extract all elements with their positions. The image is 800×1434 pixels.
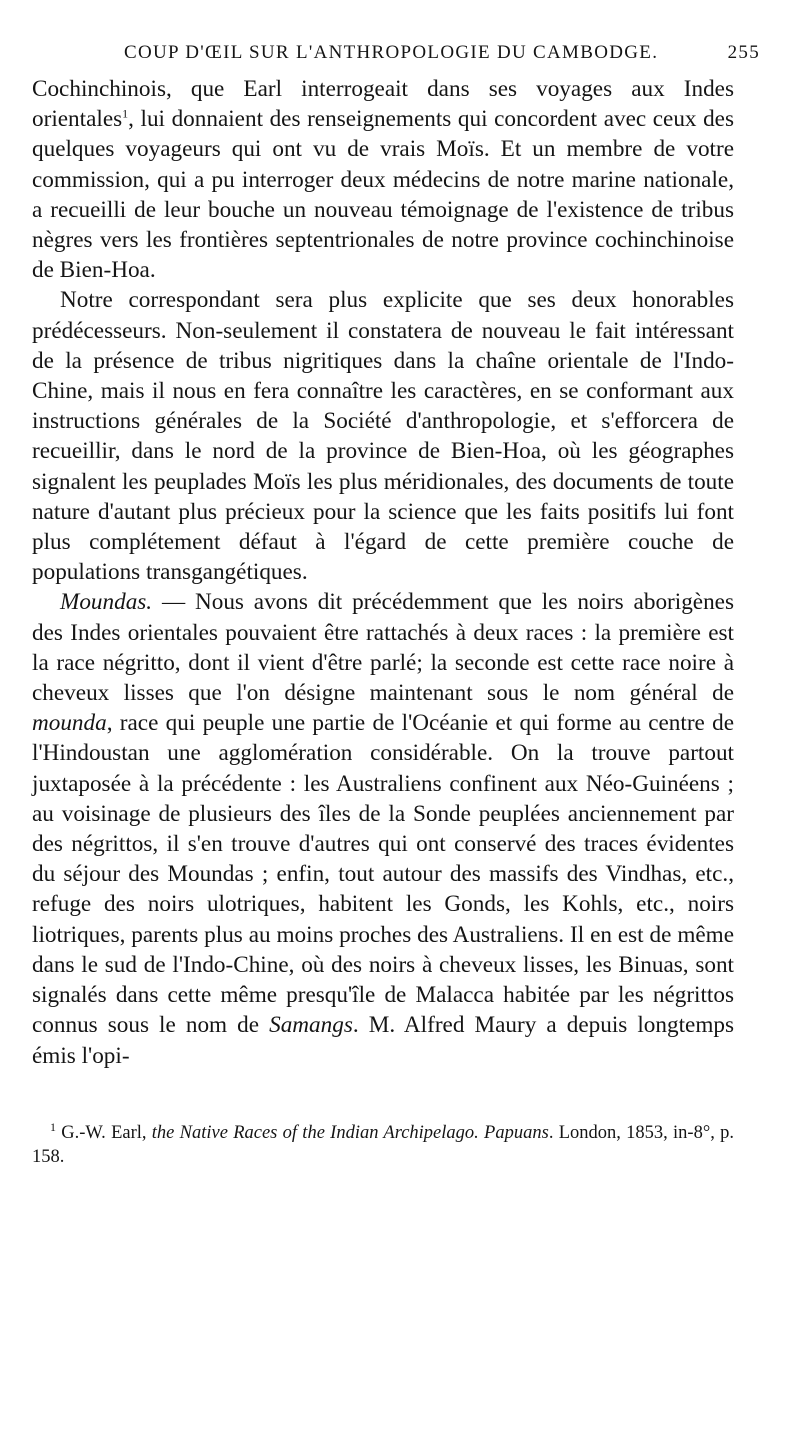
running-header bbox=[32, 36, 760, 70]
footnotes bbox=[32, 1121, 734, 1169]
paragraph-text: Cochinchinois, que Earl interrogeait dans ses voyages aux Indes orientales bbox=[32, 76, 734, 133]
italic-term: mounda bbox=[32, 710, 107, 737]
paragraph-continuation bbox=[32, 74, 734, 285]
paragraph-text: , race qui peuple une partie de l'Océanie et qui forme au centre de l'Hindoustan une agglomération considérable. On la trouve partout juxtaposée à la précédente : les Australiens confinent aux Néo-Guinéens ; au voisinage de plusieurs des îles de la Sonde peuplées anciennement par des négrittos, il s'en trouve d'autres qui ont conservé des traces évidentes du séjour des Moundas ; enfin, tout autour des massifs des Vindhas, etc., refuge des noirs ulotriques, habitent les Gonds, les Kohls, etc., noirs liotriques, parents plus au moins proches des Australiens. Il en est de même dans le sud de l'Indo-Chine, où des noirs à cheveux lisses, les Binuas, sont signalés dans cette même presqu'île de Malacca habitée par les négrittos connus sous le nom de bbox=[32, 710, 734, 1039]
paragraph-correspondent bbox=[32, 285, 734, 587]
paragraph-text: — Nous avons dit précédemment que les noirs aborigènes des Indes orientales pouvaient être rattachés à deux races : la première est la race négritto, dont il vient d'être parlé; la seconde est cette race noire à cheveux lisses que l'on désigne maintenant sous le nom général de bbox=[32, 589, 734, 707]
italic-term: Samangs bbox=[269, 1012, 353, 1039]
paragraph-text: . M. Alfred Maury a depuis longtemps émis l'opi- bbox=[32, 1012, 734, 1069]
footnote bbox=[32, 1121, 734, 1169]
footnote-reference: 1 bbox=[122, 106, 129, 121]
running-title: COUP D'ŒIL SUR L'ANTHROPOLOGIE DU CAMBODGE. bbox=[124, 42, 659, 63]
paragraph-text: Notre correspondant sera plus explicite que ses deux honorables prédécesseurs. Non-seulement il constatera de nouveau le fait intéressant de la présence de tribus nigritiques dans la chaîne orientale de l'Indo-Chine, mais il nous en fera connaître les caractères, en se conformant aux instructions générales de la Société d'anthropologie, et s'efforcera de recueillir, dans le nord de la province de Bien-Hoa, où les géographes signalent les peuplades Moïs les plus méridionales, des documents de toute nature d'autant plus précieux pour la science que les faits positifs lui font plus complétement défaut à l'égard de cette première couche de populations transgangétiques. bbox=[32, 287, 734, 586]
paragraph-text: , lui donnaient des renseignements qui concordent avec ceux des quelques voyageurs qui ont vu de vrais Moïs. Et un membre de votre commission, qui a pu interroger deux médecins de notre marine nationale, a recueilli de leur bouche un nouveau témoignage de l'existence de tribus nègres vers les frontières septentrionales de notre province cochinchinoise de Bien-Hoa. bbox=[32, 106, 734, 284]
section-heading: Moundas. bbox=[60, 589, 153, 616]
page-number: 255 bbox=[727, 42, 760, 63]
book-page bbox=[32, 36, 760, 1169]
body-text bbox=[32, 74, 734, 1071]
footnote-marker: 1 bbox=[50, 1119, 56, 1134]
footnote-author: G.-W. Earl, bbox=[61, 1122, 152, 1143]
paragraph-moundas bbox=[32, 587, 734, 1070]
footnote-publication: . London, 1853, in-8°, p. 158. bbox=[32, 1122, 734, 1167]
footnote-title: the Native Races of the Indian Archipelago. Papuans bbox=[151, 1122, 549, 1143]
